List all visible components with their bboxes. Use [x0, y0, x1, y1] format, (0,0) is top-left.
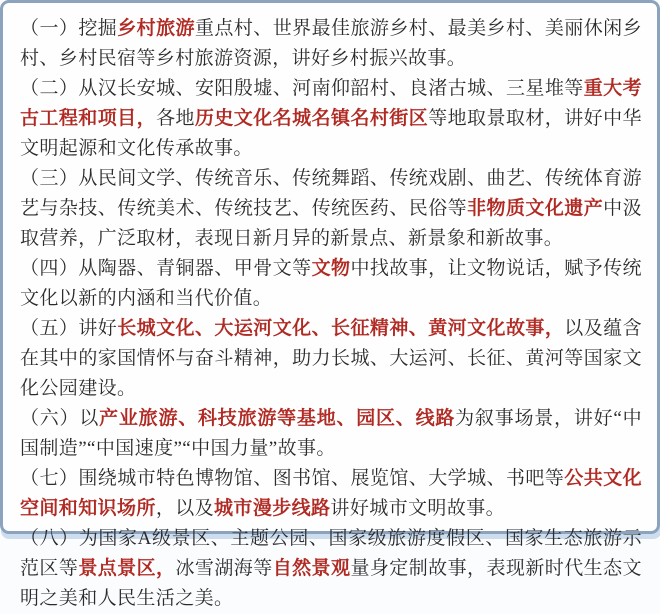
paragraph: [20, 524, 642, 614]
highlight-run: 非物质文化遗产: [467, 198, 604, 219]
highlight-run: 产业旅游、科技旅游等基地、园区、线路: [99, 408, 456, 429]
text-run: （五）讲好: [20, 318, 118, 339]
highlight-run: 自然景观: [272, 558, 351, 579]
text-run: （一）挖掘: [20, 18, 118, 39]
highlight-run: 长城文化、大运河文化、长征精神、黄河文化故事，: [117, 318, 565, 339]
highlight-run: 重大考古工程和项目，: [20, 78, 642, 129]
text-run: （六）以: [20, 408, 100, 429]
paragraph: [20, 164, 642, 254]
highlight-run: 城市漫步线路: [214, 498, 331, 519]
text-run: （八）为国家A级景区、主题公园、国家级旅游度假区、国家生态旅游示范区等: [20, 528, 642, 579]
text-run: 讲好城市文明故事。: [330, 498, 506, 519]
text-run: 量身定制故事，表现新时代生态文明之美和人民生活之美。: [20, 558, 642, 609]
text-run: 重点村、世界最佳旅游乡村、最美乡村、美丽休闲乡村、乡村民宿等乡村旅游资源，讲好乡村振兴故事。: [20, 18, 643, 69]
paragraph: [20, 14, 642, 74]
highlight-run: 景点景区，: [78, 558, 176, 579]
text-run: ，以及: [155, 498, 215, 519]
text-run: 等地取景取材，讲好中华文明起源和文化传承故事。: [20, 108, 642, 159]
text-run: 以及蕴含在其中的家国情怀与奋斗精神，助力长城、大运河、长征、黄河等国家文化公园建设。: [20, 318, 642, 399]
paragraph: [20, 314, 642, 404]
highlight-run: 历史文化名城名镇名村街区: [194, 108, 429, 129]
text-run: （七）围绕城市特色博物馆、图书馆、展览馆、大学城、书吧等: [20, 468, 565, 489]
text-run: 为叙事场景，讲好“中国制造”“中国速度”“中国力量”故事。: [20, 408, 643, 459]
text-run: 各地: [156, 108, 195, 129]
paragraph: [20, 254, 642, 314]
text-run: （三）从民间文学、传统音乐、传统舞蹈、传统戏剧、曲艺、传统体育游艺与杂技、传统美术、传统技艺、传统医药、民俗等: [20, 168, 642, 219]
highlight-run: 乡村旅游: [117, 18, 195, 39]
paragraph: [20, 464, 642, 524]
highlight-run: 公共文化空间和知识场所: [20, 468, 642, 519]
text-run: 中找故事，让文物说话，赋予传统文化以新的内涵和当代价值。: [20, 258, 642, 309]
text-run: 冰雪湖海等: [175, 558, 273, 579]
text-run: （二）从汉长安城、安阳殷墟、河南仰韶村、良渚古城、三星堆等: [20, 78, 584, 99]
paragraph-list: [3, 3, 657, 614]
text-run: 中汲取营养，广泛取材，表现日新月异的新景点、新景象和新故事。: [20, 198, 642, 249]
paragraph: [20, 404, 642, 464]
text-run: （四）从陶器、青铜器、甲骨文等: [20, 258, 312, 279]
paragraph: [20, 74, 642, 164]
highlight-run: 文物: [311, 258, 351, 279]
